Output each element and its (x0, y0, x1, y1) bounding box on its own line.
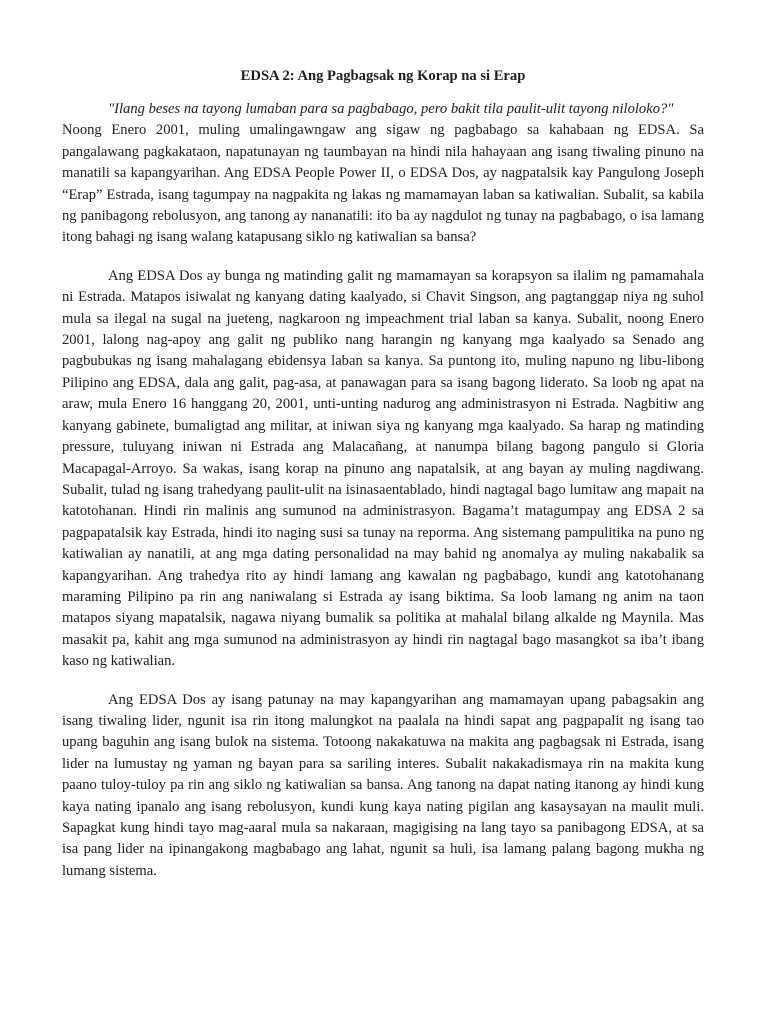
opening-quote: "Ilang beses na tayong lumaban para sa pagbabago, pero bakit tila paulit-ulit tayong niloloko?" (108, 101, 674, 117)
document-title: EDSA 2: Ang Pagbagsak ng Korap na si Erap (240, 68, 526, 84)
paragraph-spacer (62, 673, 704, 690)
paragraph-2: Ang EDSA Dos ay bunga ng matinding galit ng mamamayan sa korapsyon sa ilalim ng pamamahala ni Estrada. Matapos isiwalat ng kanyang dating kaalyado, si Chavit Singson, ang pagtanggap niya ng suhol mula sa ilegal na sugal na jueteng, nagkaroon ng impeachment trial laban sa kanya. Subalit, noong Enero 2001, lalong nag-apoy ang galit ng publiko nang harangin ng kanyang mga kaalyado sa Senado ang pagbubukas ng isang mahalagang ebidensya laban sa kanya. Sa puntong ito, muling napuno ng libu-libong Pilipino ang EDSA, dala ang galit, pag-asa, at panawagan para sa isang bagong liderato. Sa loob ng apat na araw, mula Enero 16 hanggang 20, 2001, unti-unting nadurog ang administrasyon ni Estrada. Nagbitiw ang kanyang gabinete, bumaligtad ang militar, at iniwan siya ng kanyang mga kaalyado. Sa harap ng matinding pressure, tuluyang iniwan ni Estrada ang Malacañang, at nanumpa bilang bagong pangulo si Gloria Macapagal-Arroyo. Sa wakas, isang korap na pinuno ang napatalsik, at ang bayan ay muling nagdiwang. Subalit, tulad ng isang trahedyang paulit-ulit na isinasaentablado, hindi nagtagal bago lumitaw ang mapait na katotohanan. Hindi rin malinis ang sumunod na administrasyon. Bagama’t matagumpay ang EDSA 2 sa pagpapatalsik kay Estrada, hindi ito naging susi sa tunay na reporma. Ang sistemang pampulitika na puno ng katiwalian ay nanatili, at ang mga dating personalidad na may bahid ng anomalya ay muling nakabalik sa kapangyarihan. Ang trahedya rito ay hindi lamang ang kawalan ng pagbabago, kundi ang katotohanang maraming Pilipino pa rin ang naniwalang si Estrada ay isang biktima. Sa loob lamang ng anim na taon matapos siyang mapatalsik, nagawa niyang bumalik sa politika at mahalal bilang alkalde ng Maynila. Mas masakit pa, kahit ang mga sumunod na administrasyon ay hindi rin nagtagal bago masangkot sa iba’t ibang kaso ng katiwalian. (62, 267, 704, 670)
paragraph-1: Noong Enero 2001, muling umalingawngaw ang sigaw ng pagbabago sa kahabaan ng EDSA. Sa pangalawang pagkakataon, napatunayan ng taumbayan na hindi nila hahayaan ang isang tiwaling pinuno na manatili sa kapangyarihan. Ang EDSA People Power II, o EDSA Dos, ay nagpatalsik kay Pangulong Joseph “Erap” Estrada, isang tagumpay na nagpakita ng lakas ng mamamayan laban sa katiwalian. Subalit, sa kabila ng panibagong rebolusyon, ang tanong ay nananatili: ito ba ay nagdulot ng tunay na pagbabago, o isa lamang itong bahagi ng isang walang katapusang siklo ng katiwalian sa bansa? (62, 122, 704, 246)
paragraph-3: Ang EDSA Dos ay isang patunay na may kapangyarihan ang mamamayan upang pabagsakin ang isang tiwaling lider, ngunit isa rin itong malungkot na paalala na hindi sapat ang pagpapalit ng isang tao upang baguhin ang isang bulok na sistema. Totoong nakakatuwa na makita ang pagbagsak ni Estrada, isang lider na lumustay ng yaman ng bayan para sa sariling interes. Subalit nakakadismaya rin na makita kung paano tuloy-tuloy pa rin ang siklo ng katiwalian sa bansa. Ang tanong na dapat nating itanong ay hindi kung kaya nating ipanalo ang isang rebolusyon, kundi kung kaya nating pigilan ang kasaysayan na maulit muli. Sapagkat kung hindi tayo mag-aaral mula sa nakaraan, magigising na lang tayo sa panibagong EDSA, at sa isa pang lider na ipinangakong magbabago ang lahat, ngunit sa huli, isa lamang palang bagong mukha ng lumang sistema. (62, 691, 704, 879)
paragraph-spacer (62, 249, 704, 266)
